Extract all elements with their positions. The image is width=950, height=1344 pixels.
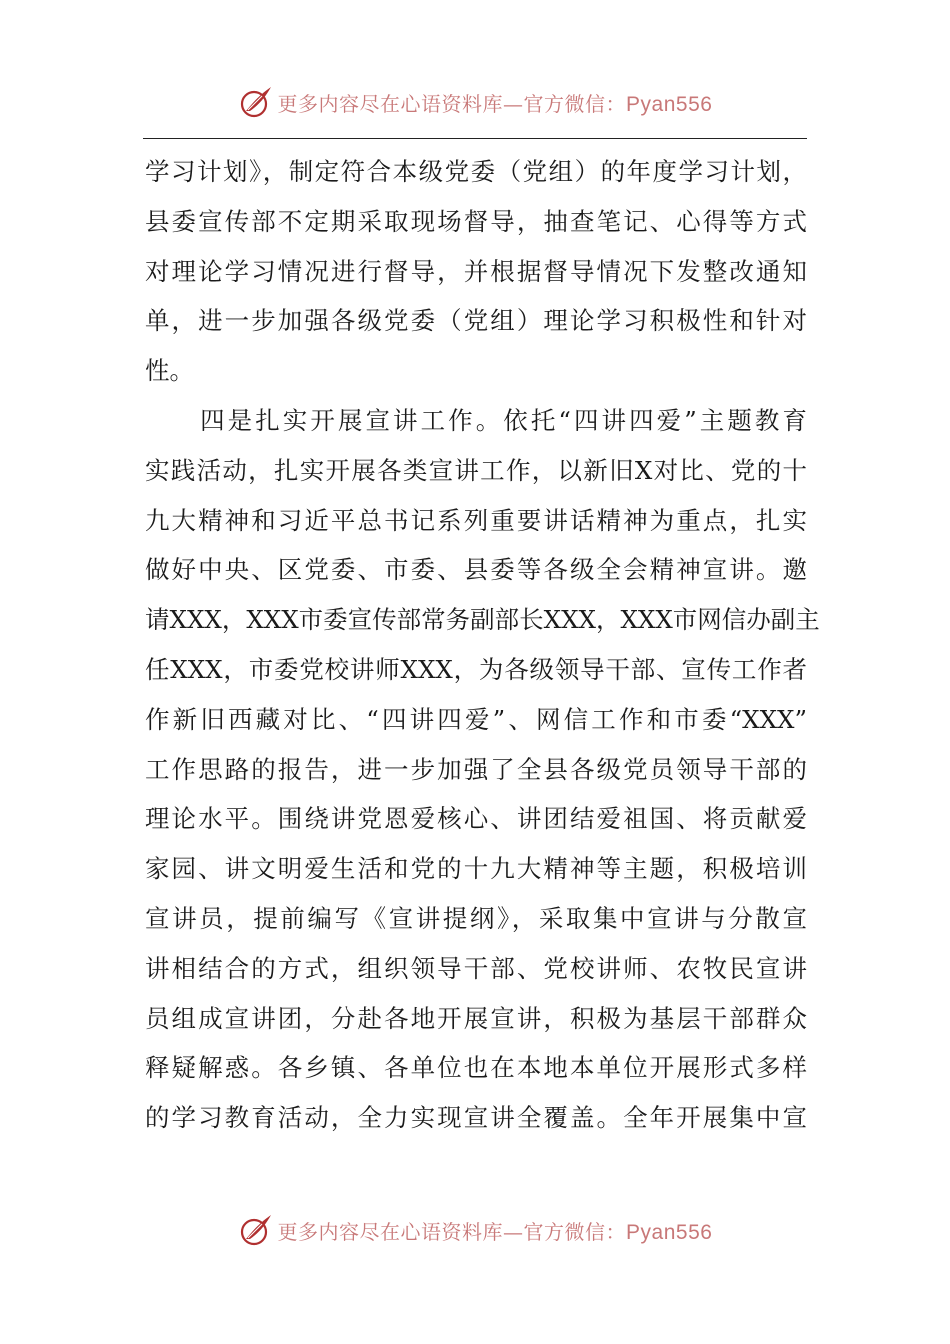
header-banner-text: 更多内容尽在心语资料库—官方微信：Pyan556 [277,91,713,116]
text-line: 任XXX，市委党校讲师XXX，为各级领导干部、宣传工作者 [145,654,807,684]
text-line: 家园、讲文明爱生活和党的十九大精神等主题，积极培训 [145,854,807,884]
text-line: 员组成宣讲团，分赴各地开展宣讲，积极为基层干部群众 [145,1003,807,1033]
header-divider [143,138,807,139]
text-line: 县委宣传部不定期采取现场督导，抽查笔记、心得等方式 [145,206,807,236]
text-line: 学习计划》，制定符合本级党委（党组）的年度学习计划， [145,157,807,186]
text-line: 作新旧西藏对比、“四讲四爱”、网信工作和市委“XXX” [145,704,807,734]
text-line: 性。 [145,356,194,386]
header-wechat-id: Pyan556 [626,92,713,116]
footer-banner [0,1210,950,1250]
text-line: 做好中央、区党委、市委、县委等各级全会精神宣讲。邀 [145,555,807,585]
footer-banner-text: 更多内容尽在心语资料库—官方微信：Pyan556 [277,1219,713,1244]
text-line: 宣讲员，提前编写《宣讲提纲》，采取集中宣讲与分散宣 [145,903,807,933]
quill-logo-icon [238,1212,274,1248]
footer-wechat-id: Pyan556 [626,1220,713,1244]
text-line: 请XXX，XXX市委宣传部常务副部长XXX，XXX市网信办副主 [145,605,820,635]
text-line: 释疑解惑。各乡镇、各单位也在本地本单位开展形式多样 [145,1053,807,1083]
text-line: 九大精神和习近平总书记系列重要讲话精神为重点，扎实 [145,505,807,535]
text-line: 工作思路的报告，进一步加强了全县各级党员领导干部的 [145,754,807,784]
text-line: 理论水平。围绕讲党恩爱核心、讲团结爱祖国、将贡献爱 [145,804,807,834]
header-banner [0,82,950,122]
text-line: 讲相结合的方式，组织领导干部、党校讲师、农牧民宣讲 [145,953,807,983]
document-body [145,147,820,1143]
text-line: 的学习教育活动，全力实现宣讲全覆盖。全年开展集中宣 [145,1103,807,1133]
text-line: 四是扎实开展宣讲工作。依托“四讲四爱”主题教育 [145,405,807,435]
text-line: 实践活动，扎实开展各类宣讲工作，以新旧X对比、党的十 [145,455,807,485]
text-line: 对理论学习情况进行督导，并根据督导情况下发整改通知 [145,256,807,286]
quill-logo-icon [238,84,274,120]
text-line: 单，进一步加强各级党委（党组）理论学习积极性和针对 [145,306,807,336]
